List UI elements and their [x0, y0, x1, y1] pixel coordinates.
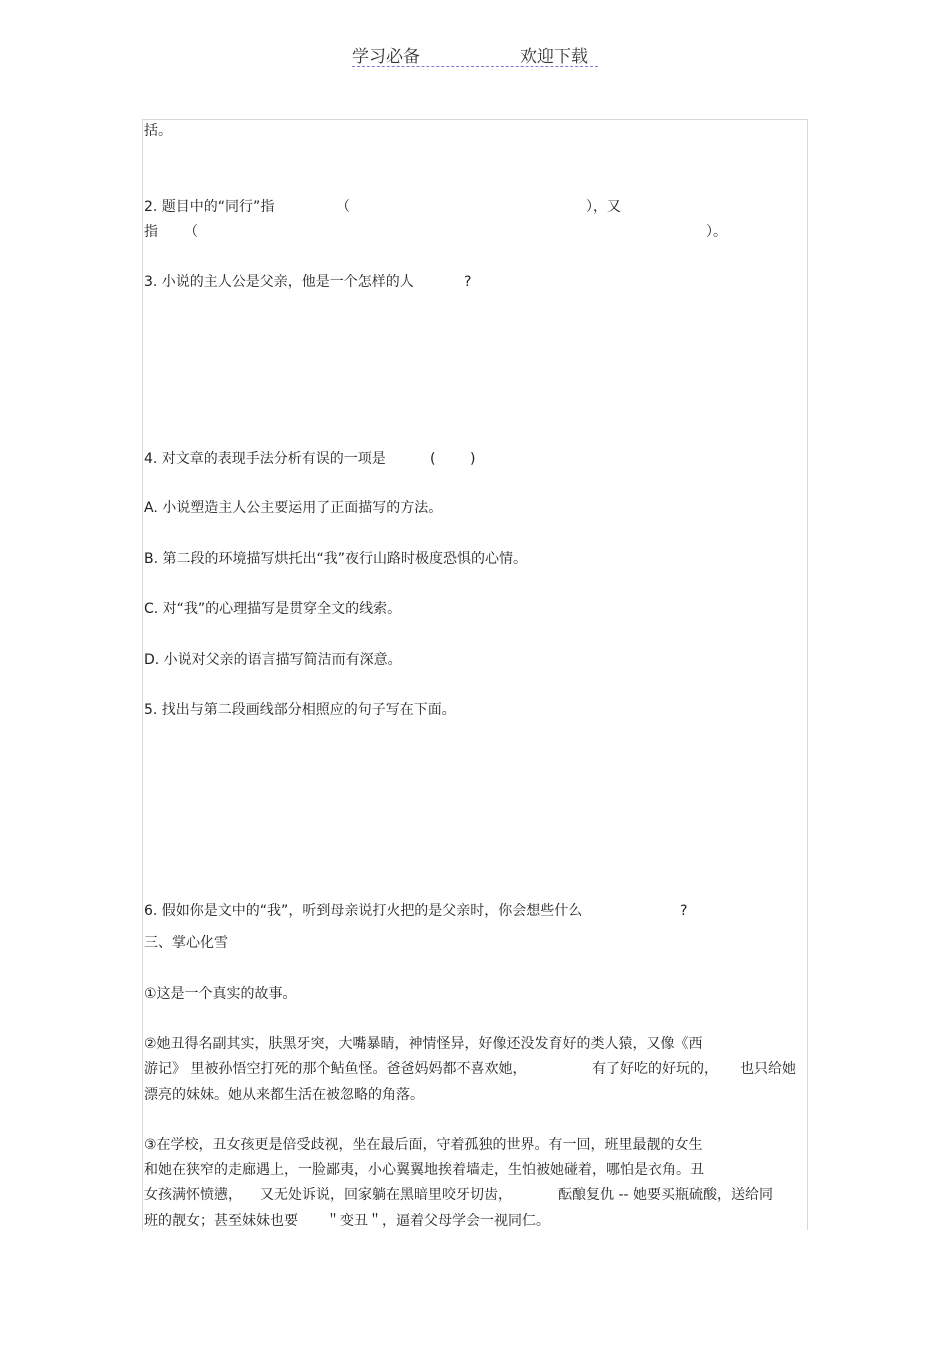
question-3: [144, 273, 764, 291]
passage-paragraph-2-line-3: 漂亮的妹妹。她从来都生活在被忽略的角落。: [144, 1087, 424, 1103]
passage-paragraph-3-line-3: [144, 1186, 804, 1204]
text-line-continuation: 括。: [144, 123, 172, 139]
question-2-blank-close: ），又: [586, 199, 621, 215]
passage-paragraph-1: ①这是一个真实的故事。: [144, 986, 297, 1002]
question-3-mark: ?: [464, 274, 472, 290]
passage-paragraph-3-line-1: ③在学校，丑女孩更是倍受歧视，坐在最后面，守着孤独的世界。有一回，班里最靓的女生: [144, 1137, 703, 1153]
paragraph-2-seg-3: 也只给她: [740, 1061, 796, 1077]
paragraph-3-seg-4: 班的靓女；甚至妹妹也要: [144, 1213, 298, 1229]
question-2-blank2-close: ）。: [706, 224, 727, 240]
header-right-text: 欢迎下载: [520, 47, 588, 67]
question-2-blank-open: （: [336, 199, 350, 215]
passage-paragraph-2-line-2: [144, 1060, 804, 1078]
question-6: [144, 902, 764, 920]
paragraph-3-seg-3: 酝酿复仇 -- 她要买瓶硫酸，送给同: [558, 1187, 774, 1203]
option-a: A. 小说塑造主人公主要运用了正面描写的方法。: [144, 500, 443, 516]
passage-paragraph-3-line-4: [144, 1212, 804, 1230]
paragraph-3-seg-2: 又无处诉说，回家躺在黑暗里咬牙切齿，: [260, 1187, 512, 1203]
paragraph-2-seg-2: 有了好吃的好玩的，: [592, 1061, 718, 1077]
question-2-text: 2. 题目中的“同行”指: [144, 199, 275, 215]
option-b: B. 第二段的环境描写烘托出“我”夜行山路时极度恐惧的心情。: [144, 551, 528, 567]
question-3-text: 3. 小说的主人公是父亲，他是一个怎样的人: [144, 274, 414, 290]
option-d: D. 小说对父亲的语言描写简洁而有深意。: [144, 652, 402, 668]
question-4-text: 4. 对文章的表现手法分析有误的一项是: [144, 451, 386, 467]
question-2-blank2-open: （: [184, 224, 198, 240]
paragraph-3-seg-1: 女孩满怀愤懑，: [144, 1187, 242, 1203]
question-4: [144, 450, 764, 468]
option-c: C. 对“我”的心理描写是贯穿全文的线索。: [144, 601, 402, 617]
paragraph-3-seg-5: ＂变丑＂，逼着父母学会一视同仁。: [326, 1213, 550, 1229]
passage-paragraph-2-line-1: ②她丑得名副其实，肤黑牙突，大嘴暴睛，神情怪异，好像还没发育好的类人猿，又像《西: [144, 1036, 703, 1052]
page-header: [352, 40, 598, 67]
section-3-title: 三、掌心化雪: [144, 935, 228, 951]
question-2-text-2: 指: [144, 224, 158, 240]
question-2-line-1: [144, 198, 764, 216]
question-6-text: 6. 假如你是文中的“我”，听到母亲说打火把的是父亲时，你会想些什么: [144, 903, 583, 919]
question-5: 5. 找出与第二段画线部分相照应的句子写在下面。: [144, 702, 456, 718]
question-4-paren-close: ): [470, 451, 476, 467]
paragraph-2-seg-1: 游记》 里被孙悟空打死的那个鲇鱼怪。爸爸妈妈都不喜欢她，: [144, 1061, 527, 1077]
question-2-line-2: [144, 223, 764, 241]
question-6-mark: ?: [680, 903, 688, 919]
question-4-paren-open: (: [430, 451, 436, 467]
header-left-text: 学习必备: [352, 47, 420, 67]
passage-paragraph-3-line-2: 和她在狭窄的走廊遇上，一脸鄙夷，小心翼翼地挨着墙走，生怕被她碰着，哪怕是衣角。丑: [144, 1162, 704, 1178]
